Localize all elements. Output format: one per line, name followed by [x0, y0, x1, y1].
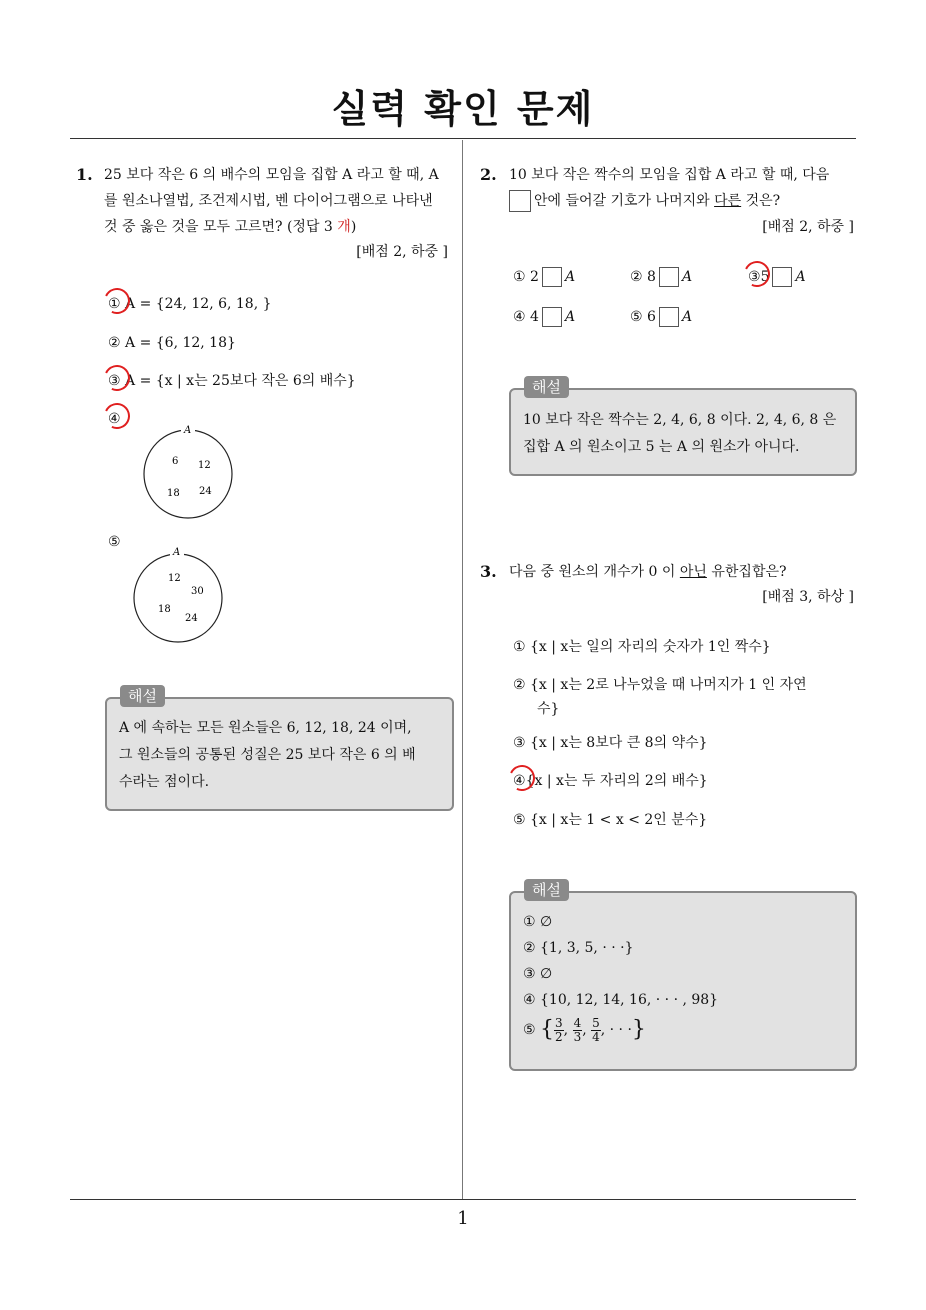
venn-element: 18 [167, 488, 180, 499]
blank-box [509, 190, 531, 212]
question-line: 것 중 옳은 것을 모두 고르면? (정답 3 개) [104, 219, 357, 235]
column-divider [462, 140, 463, 1200]
option-2[interactable]: ② 8 A [630, 269, 693, 285]
score-label: [배점 2, 하중 ] [356, 244, 448, 260]
option-4[interactable]: ④ [108, 407, 121, 431]
question-number: 1. [76, 165, 93, 184]
venn-element: 18 [158, 604, 171, 615]
venn-element: 12 [198, 460, 211, 471]
answer-mark-icon [100, 399, 133, 432]
option-3[interactable]: ③ 5 A [748, 265, 806, 289]
venn-label: A [184, 425, 192, 436]
solution-box [509, 891, 857, 1071]
option-5[interactable]: ⑤ [108, 534, 121, 550]
solution-line: ③ ∅ [523, 966, 553, 982]
option-1[interactable]: ① 2 A [513, 269, 576, 285]
solution-line: 그 원소들의 공통된 성질은 25 보다 작은 6 의 배 [119, 747, 416, 763]
solution-line: A 에 속하는 모든 원소들은 6, 12, 18, 24 이며, [119, 720, 412, 736]
answer-mark-icon [100, 361, 133, 394]
page-title: 실력 확인 문제 [331, 87, 595, 131]
venn-element: 6 [172, 456, 179, 467]
blank-box [542, 307, 562, 327]
title-divider [70, 138, 856, 139]
venn-element: 30 [191, 586, 204, 597]
question-line: 10 보다 작은 짝수의 모임을 집합 A 라고 할 때, 다음 [509, 167, 830, 183]
solution-tag: 해설 [524, 376, 569, 398]
solution-box [509, 388, 857, 476]
venn-diagram-5 [130, 544, 230, 644]
option-1[interactable]: ① {x | x는 일의 자리의 숫자가 1인 짝수} [513, 639, 771, 655]
question-line: 를 원소나열법, 조건제시법, 벤 다이어그램으로 나타낸 [104, 193, 433, 209]
venn-diagram-4 [140, 424, 240, 524]
footer-divider [70, 1199, 856, 1200]
answer-mark-icon [100, 284, 133, 317]
blank-box [772, 267, 792, 287]
venn-element: 24 [185, 613, 198, 624]
question-number: 3. [480, 562, 497, 581]
blank-box [659, 267, 679, 287]
question-text [509, 162, 861, 214]
solution-line: ② {1, 3, 5, · · ·} [523, 940, 634, 956]
venn-element: 12 [168, 573, 181, 584]
solution-line: ⑤ { $\frac{3}{2}$ , $\frac{4}{3}$ , $\frac{5}{4}$ , · · ·} [523, 1015, 646, 1044]
question-line: 안에 들어갈 기호가 나머지와 다른 것은? [509, 188, 861, 214]
question-text: 다음 중 원소의 개수가 0 이 아닌 유한집합은? [509, 564, 787, 580]
option-2[interactable]: ② {x | x는 2로 나누었을 때 나머지가 1 인 자연 수} [513, 677, 807, 717]
solution-line: 집합 A 의 원소이고 5 는 A 의 원소가 아니다. [523, 439, 800, 455]
answer-mark-icon [505, 761, 538, 794]
option-3[interactable]: ③ A = {x | x는 25보다 작은 6의 배수} [108, 369, 356, 393]
fraction: $\frac{4}{3}$ [573, 1015, 582, 1044]
solution-box [105, 697, 454, 811]
venn-element: 24 [199, 486, 212, 497]
solution-line: 10 보다 작은 짝수는 2, 4, 6, 8 이다. 2, 4, 6, 8 은 [523, 412, 837, 428]
option-4[interactable]: ④ {x | x는 두 자리의 2의 배수} [513, 769, 708, 793]
venn-label: A [173, 547, 181, 558]
fraction: $\frac{5}{4}$ [592, 1015, 600, 1044]
option-1[interactable]: ① A = {24, 12, 6, 18, } [108, 292, 272, 316]
question-line: 25 보다 작은 6 의 배수의 모임을 집합 A 라고 할 때, A [104, 167, 439, 183]
page-number: 1 [457, 1208, 469, 1229]
solution-tag: 해설 [524, 879, 569, 901]
answer-mark-icon [740, 257, 773, 290]
solution-tag: 해설 [120, 685, 165, 707]
option-2[interactable]: ② A = {6, 12, 18} [108, 335, 236, 351]
solution-line: 수라는 점이다. [119, 774, 210, 790]
score-label: [배점 3, 하상 ] [762, 589, 854, 605]
question-text [104, 162, 456, 240]
fraction: $\frac{3}{2}$ [555, 1015, 563, 1044]
option-4[interactable]: ④ 4 A [513, 309, 576, 325]
solution-line: ④ {10, 12, 14, 16, · · · , 98} [523, 992, 719, 1008]
blank-box [659, 307, 679, 327]
score-label: [배점 2, 하중 ] [762, 219, 854, 235]
question-number: 2. [480, 165, 497, 184]
blank-box [542, 267, 562, 287]
option-5[interactable]: ⑤ {x | x는 1 < x < 2인 분수} [513, 812, 708, 828]
solution-line: ① ∅ [523, 914, 553, 930]
option-3[interactable]: ③ {x | x는 8보다 큰 8의 약수} [513, 735, 708, 751]
option-5[interactable]: ⑤ 6 A [630, 309, 693, 325]
